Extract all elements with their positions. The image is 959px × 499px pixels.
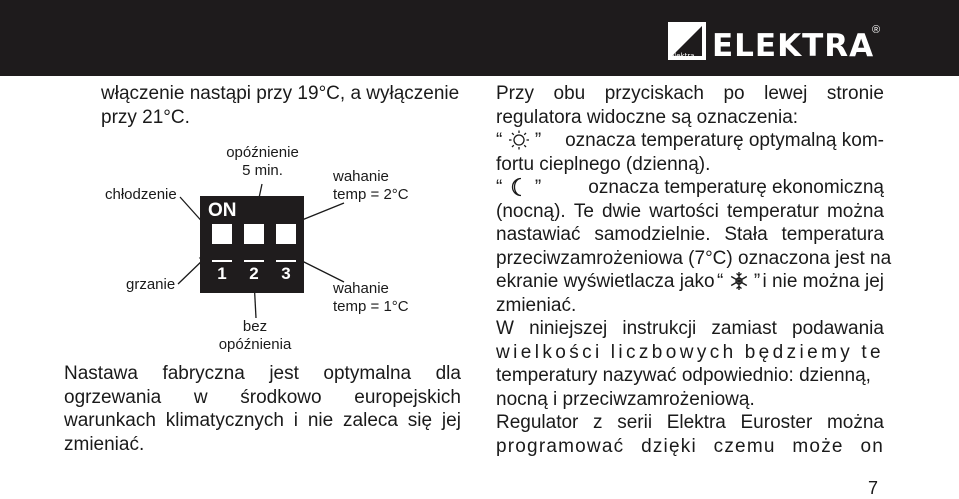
label-wahanie-top-line1: wahanie <box>333 168 389 185</box>
dip-switch-2 <box>244 224 264 262</box>
intro-line-2: przy 21°C. <box>101 106 190 128</box>
intro-line-1: włączenie nastąpi przy 19°C, a wyłączenie <box>101 83 460 104</box>
switch-number-2: 2 <box>249 264 259 283</box>
label-opoznienie <box>210 144 315 180</box>
label-opoznienie-line1: opóźnienie <box>226 144 299 161</box>
factory-line: warunkach klimatycznych i nie zaleca się jej <box>64 410 461 431</box>
switch-number-3: 3 <box>281 264 291 283</box>
text-line: Przy obu przyciskach po lewej stronie <box>496 83 884 104</box>
dip-switch-3-knob <box>276 244 296 260</box>
dip-switch-1-knob <box>212 244 232 260</box>
text-line: nocną i przeciwzamrożeniową. <box>496 388 755 410</box>
dip-switch-2-knob <box>244 244 264 260</box>
text-line: przeciwzamrożeniowa (7°C) oznaczona jest na <box>496 247 892 269</box>
switch-on-label: ON <box>208 200 237 221</box>
label-wahanie-top <box>333 168 409 204</box>
dip-switch-block <box>200 196 304 293</box>
factory-line: Nastawa fabryczna jest optymalna dla <box>64 363 461 384</box>
factory-setting-paragraph <box>64 362 461 456</box>
label-opoznienie-line2: 5 min. <box>242 162 283 179</box>
label-chlodzenie: chłodzenie <box>105 186 177 203</box>
text-line: “ ” oznacza temperaturę ekonomiczną <box>496 177 884 198</box>
label-bez-opoznienia <box>210 318 300 354</box>
label-wahanie-bottom-line1: wahanie <box>333 280 389 297</box>
text-line: temperatury nazywać odpowiednio: dzienną, <box>496 365 871 386</box>
right-column-text <box>496 82 892 458</box>
snowflake-icon <box>729 271 749 291</box>
switch-number-1: 1 <box>217 264 227 283</box>
factory-line: zmieniać. <box>64 433 145 455</box>
moon-icon <box>508 177 530 197</box>
text-line: ekranie wyświetlacza jako “ ” i nie można jej <box>496 271 884 292</box>
label-wahanie-bottom-line2: temp = 1°C <box>333 298 409 315</box>
registered-mark: ® <box>872 24 881 36</box>
text-line: W niniejszej instrukcji zamiast podawania <box>496 318 884 339</box>
dip-switch-1 <box>212 224 232 262</box>
page-number: 7 <box>868 478 879 498</box>
text-line: zmieniać. <box>496 294 577 316</box>
text-line: (nocną). Te dwie wartości temperatur można <box>496 200 884 222</box>
sun-icon <box>508 130 530 150</box>
label-wahanie-bottom <box>333 280 409 316</box>
svg-text:elektra: elektra <box>670 52 695 60</box>
text-line: programować dzięki czemu może on <box>496 435 884 457</box>
text-line: “ ” oznacza temperaturę optymalną kom- <box>496 130 884 151</box>
label-wahanie-top-line2: temp = 2°C <box>333 186 409 203</box>
brand-name: ELEKTRA <box>712 28 875 64</box>
factory-line: ogrzewania w środkowo europejskich <box>64 386 461 408</box>
label-grzanie: grzanie <box>126 276 176 293</box>
text-line: nastawiać samodzielnie. Stała temperatura <box>496 224 884 245</box>
text-line: wielkości liczbowych będziemy te <box>496 341 884 363</box>
text-line: fortu cieplnego (dzienną). <box>496 153 711 175</box>
dip-switch-3 <box>276 224 296 262</box>
text-line: regulatora widoczne są oznaczenia: <box>496 106 799 128</box>
label-bez-line2: opóźnienia <box>218 336 292 353</box>
text-line: Regulator z serii Elektra Euroster można <box>496 412 884 433</box>
label-bez-line1: bez <box>242 318 268 335</box>
